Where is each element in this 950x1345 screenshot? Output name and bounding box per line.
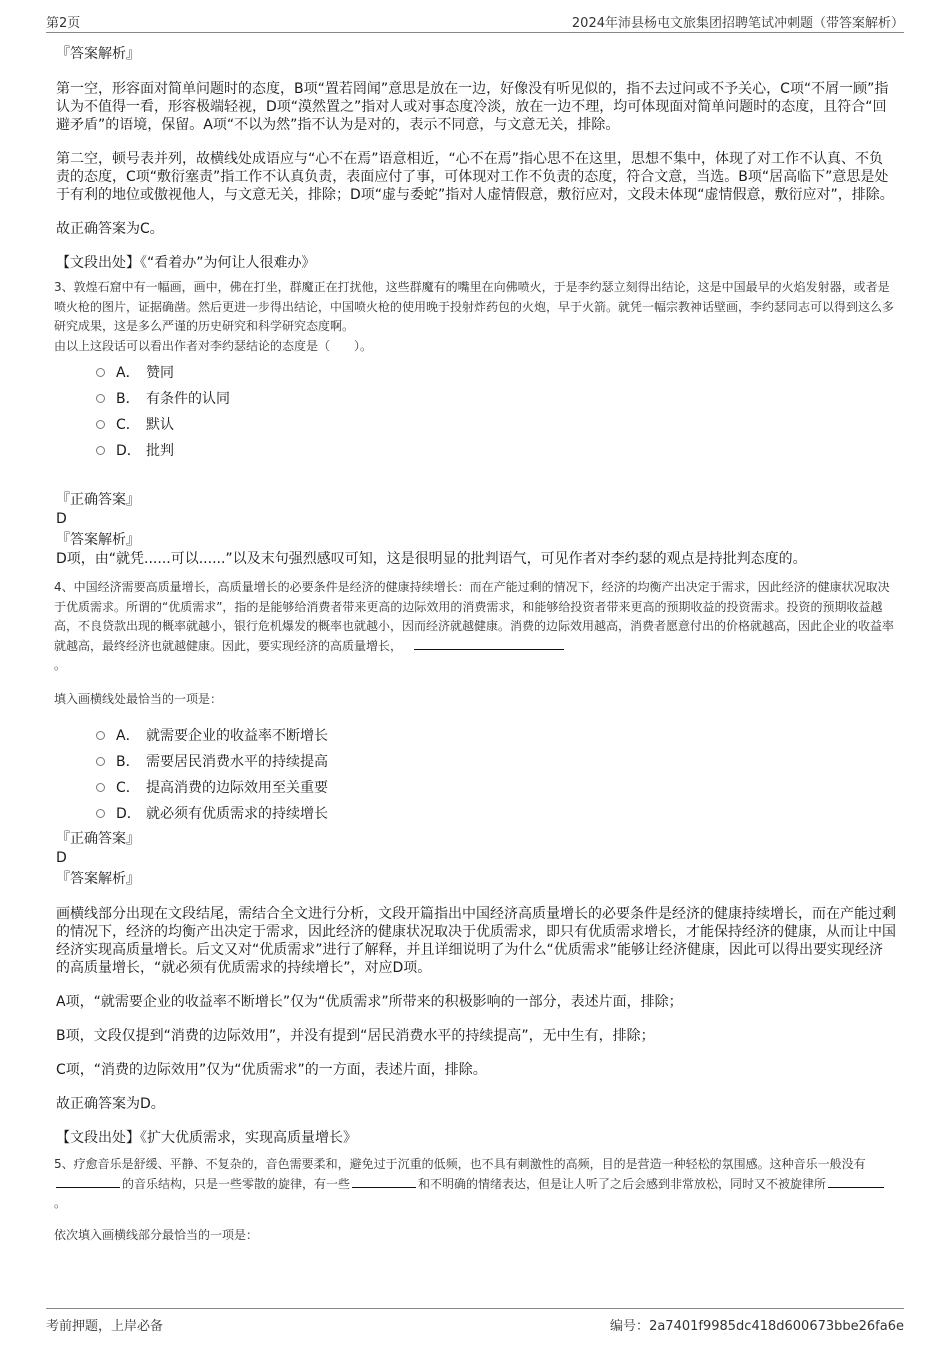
- q3-option-a[interactable]: A． 赞同: [56, 360, 896, 386]
- radio-icon[interactable]: [96, 368, 105, 377]
- q3-option-b[interactable]: B． 有条件的认同: [56, 386, 896, 412]
- q2-analysis-label: 『答案解析』: [56, 46, 140, 62]
- q5-blank-3: [828, 1175, 884, 1188]
- footer-slogan: 考前押题，上岸必备: [46, 1319, 164, 1334]
- q4-analysis-p1: 画横线部分出现在文段结尾，需结合全文进行分析，文段开篇指出中国经济高质量增长的必要条件是经济的健康持续增长，而在产能过剩的情况下，经济的均衡产出决定于需求，因此经济的健康状况取决于优质需求，即只有优质需求增长，才能保持经济的健康，从而让中国经济实现高质量增长。后文又对“优质需求”进行了解释，并且详细说明了为什么“优质需求”能够让经济健康，因此可以得出要实现经济的高质量增长，“就必须有优质需求的持续增长”，对应D项。: [56, 906, 896, 976]
- q4-stem: 4、中国经济需要高质量增长，高质量增长的必要条件是经济的健康持续增长：而在产能过剩的情况下，经济的均衡产出决定于需求，因此经济的健康状况取决于优质需求。所谓的“优质需求”，指的是能够给消费者带来更高的边际效用的消费需求，和能够给投资者带来更高的预期收益的投资需求。投资的预期收益越高，不良贷款出现的概率就越小，银行危机爆发的概率也就越小，因而经济就越健康。消费的边际效用越高，消费者愿意付出的价格就越高，因此企业的收益率就越高，最终经济也就越健康。因此，要实现经济的高质量增长，: [54, 580, 895, 653]
- radio-icon[interactable]: [96, 446, 105, 455]
- q3-analysis: D项，由“就凭......可以......”以及末句强烈感叹可知，这是很明显的批判语气，可见作者对李约瑟的观点是持批判态度的。: [56, 551, 807, 567]
- q3-options: [56, 360, 896, 464]
- q4-stem-end: 。: [54, 658, 67, 672]
- q4-correct-answer: D: [56, 850, 67, 866]
- q3-correct-label: 『正确答案』: [56, 492, 140, 508]
- radio-icon[interactable]: [96, 783, 105, 792]
- q4-analysis-p4: C项，“消费的边际效用”仅为“优质需求”的一方面，表述片面，排除。: [56, 1062, 487, 1078]
- footer-id-label: 编号：: [610, 1319, 650, 1334]
- q2-source: 【文段出处】《“看着办”为何让人很难办》: [56, 255, 316, 271]
- page-number: 第2页: [46, 16, 81, 31]
- radio-icon[interactable]: [96, 420, 105, 429]
- q3-option-d[interactable]: D． 批判: [56, 438, 896, 464]
- q3-stem: 3、敦煌石窟中有一幅画，画中，佛在打坐，群魔正在打扰他，这些群魔有的嘴里在向佛喷火，于是李约瑟立刻得出结论，这是中国最早的火焰发射器，或者是喷火枪的图片，证据确凿。然后更进一步得出结论，中国喷火枪的使用晚于投射炸药包的火炮，早于火箭。就凭一幅宗教神话壁画，李约瑟同志可以得到这么多研究成果，这是多么严谨的历史研究和科学研究态度啊。: [54, 280, 895, 333]
- q3-question: 由以上这段话可以看出作者对李约瑟结论的态度是（ ）。: [54, 338, 373, 353]
- q5-blank-2: [352, 1175, 416, 1188]
- q4-conclusion: 故正确答案为D。: [56, 1096, 165, 1112]
- q4-option-c[interactable]: C． 提高消费的边际效用至关重要: [56, 775, 896, 801]
- q5-blank-1: [56, 1175, 120, 1188]
- footer-id-value: 2a7401f9985dc418d600673bbe26fa6e: [649, 1319, 904, 1334]
- q4-option-d[interactable]: D． 就必须有优质需求的持续增长: [56, 801, 896, 827]
- q4-correct-label: 『正确答案』: [56, 831, 140, 847]
- radio-icon[interactable]: [96, 757, 105, 766]
- q3-option-c[interactable]: C． 默认: [56, 412, 896, 438]
- q2-conclusion: 故正确答案为C。: [56, 221, 164, 237]
- document-title: 2024年沛县杨屯文旅集团招聘笔试冲刺题（带答案解析）: [571, 16, 904, 31]
- q4-analysis-p2: A项，“就需要企业的收益率不断增长”仅为“优质需求”所带来的积极影响的一部分，表述片面，排除；: [56, 994, 683, 1010]
- q2-analysis-p2: 第二空，顿号表并列，故横线处成语应与“心不在焉”语意相近，“心不在焉”指心思不在这里，思想不集中，体现了对工作不认真、不负责的态度，C项“敷衍塞责”指工作不认真负责，表面应付了事，可体现对工作不负责的态度，符合文意，当选。B项“居高临下”意思是处于有利的地位或傲视他人，与文意无关，排除；D项“虚与委蛇”指对人虚情假意，敷衍应对，文段未体现“虚情假意，敷衍应对”，排除。: [56, 151, 894, 203]
- q2-analysis-p1: 第一空，形容面对简单问题时的态度，B项“置若罔闻”意思是放在一边，好像没有听见似的，指不去过问或不予关心，C项“不屑一顾”指认为不值得一看，形容极端轻视，D项“漠然置之”指对人或对事态度冷淡，放在一边不理，均可体现面对简单问题时的态度，且符合“回避矛盾”的语境，保留。A项“不以为然”指不认为是对的，表示不同意，与文意无关，排除。: [56, 81, 889, 133]
- q4-options: [56, 723, 896, 827]
- page-footer: [46, 1308, 904, 1337]
- q4-analysis-p3: B项，文段仅提到“消费的边际效用”，并没有提到“居民消费水平的持续提高”，无中生有，排除；: [56, 1028, 655, 1044]
- q4-answer-blank: [414, 637, 564, 650]
- q3-correct-answer: D: [56, 511, 67, 527]
- q4-option-b[interactable]: B． 需要居民消费水平的持续提高: [56, 749, 896, 775]
- q4-source: 【文段出处】《扩大优质需求，实现高质量增长》: [56, 1130, 357, 1146]
- radio-icon[interactable]: [96, 731, 105, 740]
- page-header: [46, 10, 904, 33]
- q4-option-a[interactable]: A． 就需要企业的收益率不断增长: [56, 723, 896, 749]
- q4-question: 填入画横线处最恰当的一项是：: [54, 691, 223, 706]
- q5-question: 依次填入画横线部分最恰当的一项是：: [54, 1227, 259, 1242]
- q4-analysis-label: 『答案解析』: [56, 871, 140, 887]
- q3-analysis-label: 『答案解析』: [56, 532, 140, 548]
- document-body: [56, 44, 896, 1245]
- q5-stem: 5、疗愈音乐是舒缓、平静、不复杂的，音色需要柔和，避免过于沉重的低频，也不具有刺激性的高频，目的是营造一种轻松的氛围感。这种音乐一般没有的音乐结构，只是一些零散的旋律，有一些 和不明确的情绪表达，但是让人听了之后会感到非常放松，同时又不被旋律所。: [54, 1155, 896, 1214]
- radio-icon[interactable]: [96, 809, 105, 818]
- radio-icon[interactable]: [96, 394, 105, 403]
- footer-id: [610, 1315, 904, 1334]
